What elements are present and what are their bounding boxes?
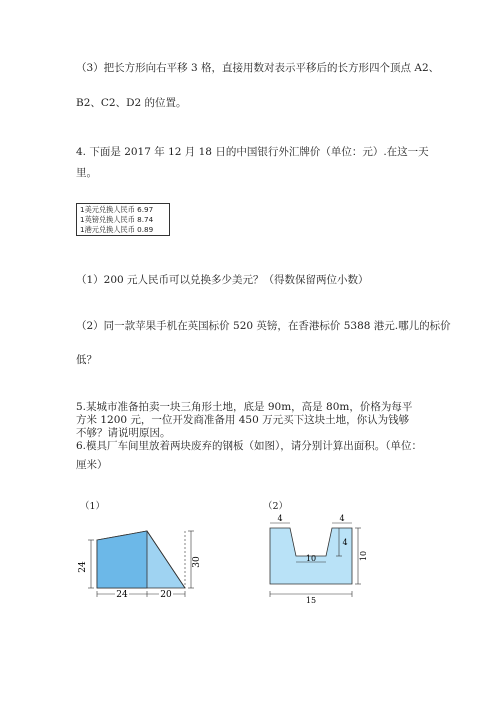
q4-sub1: （1）200 元人民币可以兑换多少美元？（得数保留两位小数） — [76, 274, 369, 286]
fig1-label: （1） — [80, 501, 106, 512]
q4-text-line1: 4. 下面是 2017 年 12 月 18 日的中国银行外汇牌价（单位：元）.在这一天 — [76, 146, 429, 158]
rate-row-gbp: 1英镑兑换人民币 8.74 — [80, 215, 154, 224]
fig2-top-right: 4 — [339, 514, 345, 523]
q3-text-line1: （3）把长方形向右平移 3 格，直接用数对表示平移后的长方形四个顶点 A2、 — [76, 62, 440, 74]
q4-sub2-line2: 低？ — [76, 354, 97, 366]
fig2-notch-bottom: 10 — [305, 554, 317, 563]
fig1-trapezoid-diagram — [75, 518, 205, 608]
rate-row-hkd: 1港元兑换人民币 0.89 — [80, 225, 154, 234]
fig2-notched-plate-diagram — [262, 514, 382, 604]
fig2-total-height: 10 — [359, 550, 368, 562]
q6-text-line2: 厘米） — [76, 459, 108, 471]
fig2-label: （2） — [263, 501, 289, 512]
fig2-notch-depth: 4 — [342, 538, 348, 547]
fig2-total-width: 15 — [305, 596, 317, 605]
exchange-rate-table — [76, 203, 170, 236]
fig1-left-height: 24 — [78, 561, 88, 573]
fig1-bottom-right: 20 — [160, 590, 172, 600]
q3-text-line2: B2、C2、D2 的位置。 — [76, 97, 187, 109]
fig1-left-part — [97, 531, 147, 588]
q4-text-line2: 里。 — [76, 167, 97, 179]
rate-row-usd: 1美元兑换人民币 6.97 — [80, 205, 154, 214]
fig2-top-left: 4 — [277, 514, 283, 523]
q5-text: 5.某城市准备拍卖一块三角形土地，底是 90m，高是 80m，价格为每平方米 1200 元，一位开发商准备用 450 万元买下这块土地，你认为钱够不够？请说明原因。 — [76, 401, 413, 439]
fig1-bottom-left: 24 — [116, 590, 128, 600]
q6-text-line1: 6.模具厂车间里放着两块废弃的钢板（如图），请分别计算出面积。（单位： — [76, 440, 423, 452]
fig1-right-height: 30 — [192, 556, 202, 568]
q4-sub2-line1: （2）同一款苹果手机在英国标价 520 英镑，在香港标价 5388 港元.哪儿的标价 — [76, 320, 451, 332]
